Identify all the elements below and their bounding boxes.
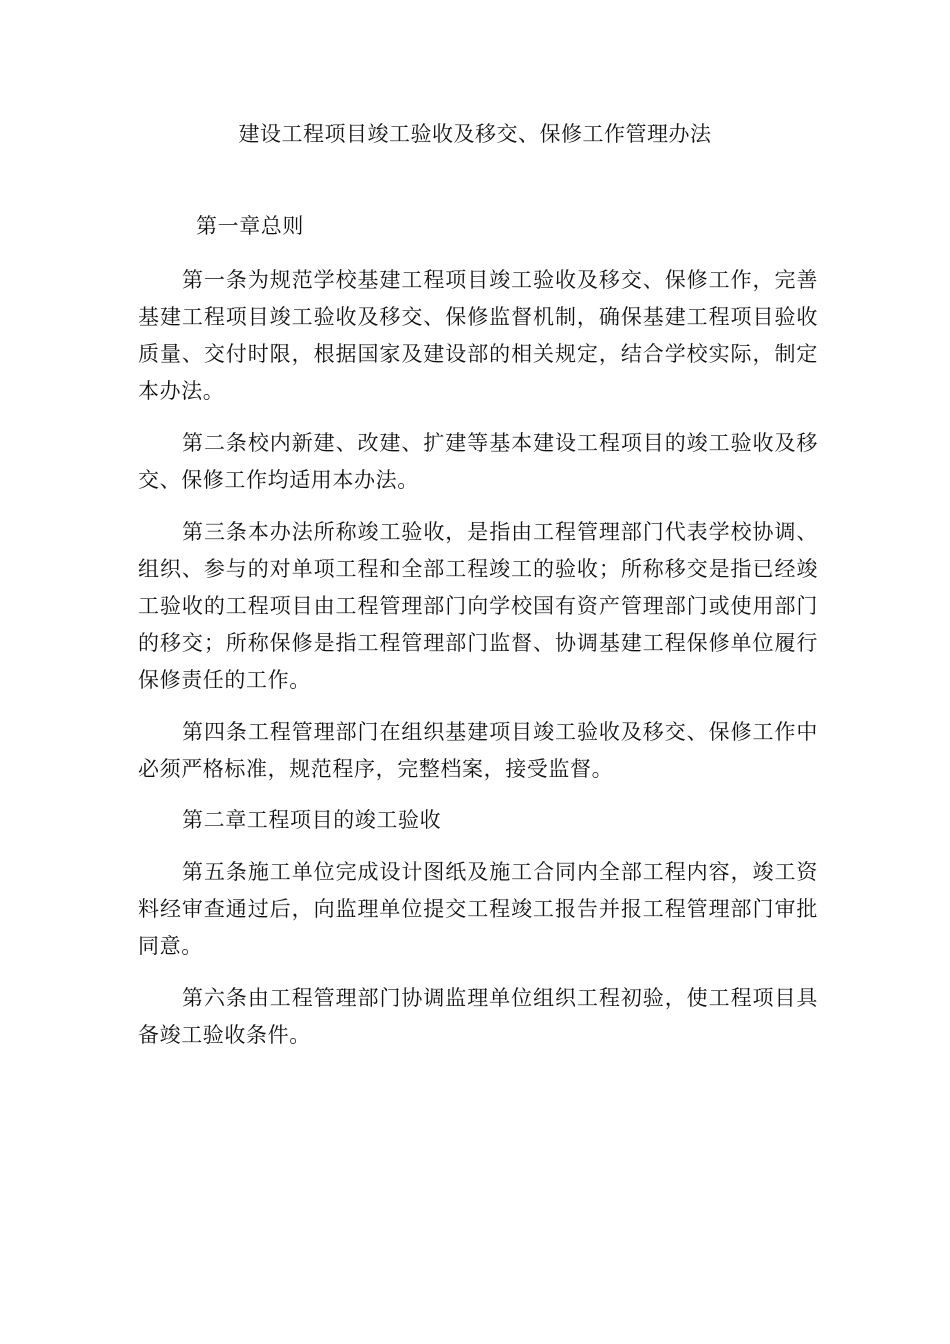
chapter-heading-2: 第二章工程项目的竣工验收 xyxy=(182,808,442,832)
article-1: 第一条为规范学校基建工程项目竣工验收及移交、保修工作，完善基建工程项目竣工验收及移交、保修监督机制，确保基建工程项目验收质量、交付时限，根据国家及建设部的相关规定，结合学校实际，制定本办法。 xyxy=(138,268,818,403)
article-4: 第四条工程管理部门在组织基建项目竣工验收及移交、保修工作中必须严格标准，规范程序，完整档案，接受监督。 xyxy=(138,720,818,781)
article-3: 第三条本办法所称竣工验收，是指由工程管理部门代表学校协调、组织、参与的对单项工程和全部工程竣工的验收；所称移交是指已经竣工验收的工程项目由工程管理部门向学校国有资产管理部门或使用部门的移交；所称保修是指工程管理部门监督、协调基建工程保修单位履行保修责任的工作。 xyxy=(138,520,818,692)
article-6: 第六条由工程管理部门协调监理单位组织工程初验，使工程项目具备竣工验收条件。 xyxy=(138,986,818,1047)
document-body xyxy=(138,208,818,1054)
article-5: 第五条施工单位完成设计图纸及施工合同内全部工程内容，竣工资料经审查通过后，向监理单位提交工程竣工报告并报工程管理部门审批同意。 xyxy=(138,860,818,958)
chapter-heading-1: 第一章总则 xyxy=(196,214,304,238)
document-title: 建设工程项目竣工验收及移交、保修工作管理办法 xyxy=(238,122,712,146)
article-2: 第二条校内新建、改建、扩建等基本建设工程项目的竣工验收及移交、保修工作均适用本办法。 xyxy=(138,431,818,492)
